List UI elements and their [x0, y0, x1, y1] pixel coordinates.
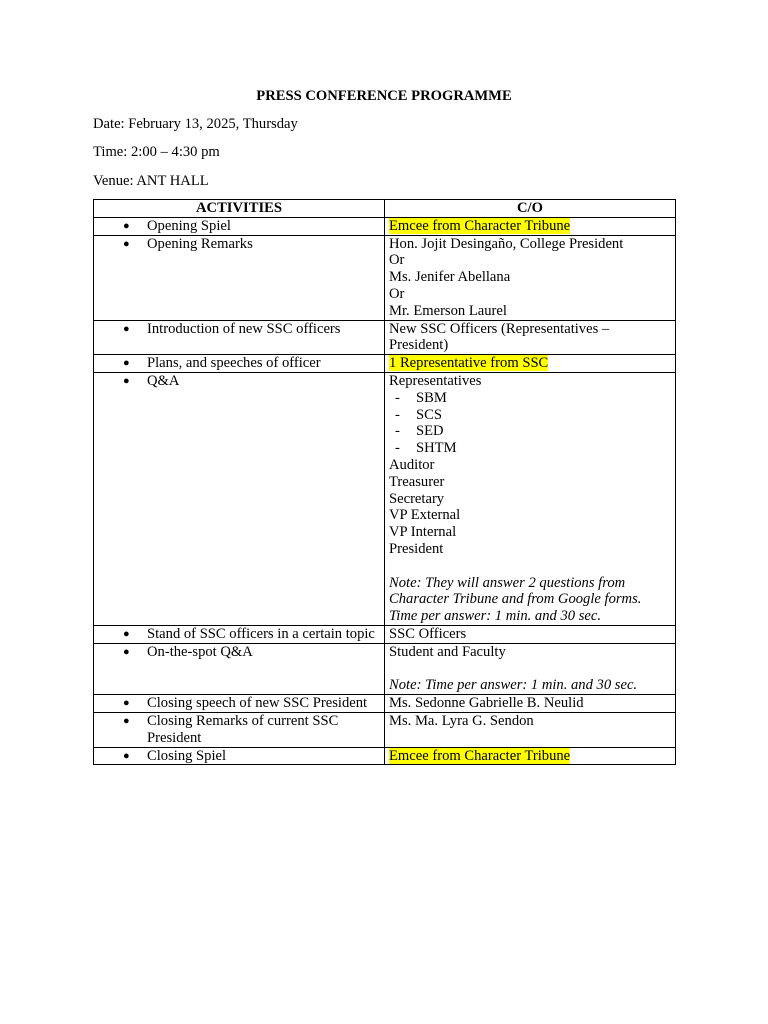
activity-item — [98, 695, 380, 712]
dash-icon: - — [395, 423, 400, 440]
activity-item — [98, 748, 380, 765]
activity-cell — [94, 355, 385, 373]
activity-label: Stand of SSC officers in a certain topic — [147, 625, 375, 642]
co-cell — [385, 625, 676, 643]
venue-line: Venue: ANT HALL — [93, 173, 209, 189]
co-line: New SSC Officers (Representatives – — [389, 320, 610, 337]
co-line: Or — [389, 252, 405, 269]
activity-item — [98, 218, 380, 235]
note-spacer — [389, 558, 671, 575]
activity-cell — [94, 625, 385, 643]
co-line: Secretary — [389, 490, 445, 507]
header-co: C/O — [385, 200, 676, 218]
activity-label: Introduction of new SSC officers — [147, 320, 341, 337]
activity-cell — [94, 320, 385, 355]
table-header-row — [94, 200, 676, 218]
co-cell — [385, 320, 676, 355]
co-sublist-item — [389, 407, 671, 424]
table-row — [94, 372, 676, 625]
co-line: Hon. Jojit Desingaño, College President — [389, 235, 624, 252]
bullet-icon: ● — [123, 697, 130, 710]
activity-item — [98, 644, 380, 661]
table-row — [94, 747, 676, 765]
activity-item — [98, 626, 380, 643]
co-cell — [385, 217, 676, 235]
table-row — [94, 643, 676, 694]
co-note: Note: Time per answer: 1 min. and 30 sec. — [389, 677, 638, 694]
activity-label: Closing Remarks of current SSC President — [147, 712, 339, 746]
table-row — [94, 625, 676, 643]
time-line: Time: 2:00 – 4:30 pm — [93, 144, 220, 160]
activity-item — [98, 355, 380, 372]
co-sublist-label: SHTM — [416, 440, 457, 457]
dash-icon: - — [395, 440, 400, 457]
bullet-icon: ● — [123, 374, 130, 387]
co-cell — [385, 235, 676, 320]
co-line: Or — [389, 285, 405, 302]
co-cell — [385, 372, 676, 625]
co-sublist-label: SBM — [416, 389, 447, 406]
activity-cell — [94, 372, 385, 625]
dash-icon: - — [395, 389, 400, 406]
activity-label: Q&A — [147, 372, 180, 389]
header-activities: ACTIVITIES — [94, 200, 385, 218]
co-line: President — [389, 540, 444, 557]
activity-item — [98, 373, 380, 390]
activity-cell — [94, 695, 385, 713]
table-row — [94, 695, 676, 713]
programme-table — [93, 199, 676, 765]
co-line: Ms. Ma. Lyra G. Sendon — [389, 712, 534, 729]
activity-cell — [94, 747, 385, 765]
activity-item — [98, 236, 380, 253]
activity-item — [98, 713, 380, 747]
co-cell — [385, 643, 676, 694]
co-line: Auditor — [389, 456, 435, 473]
bullet-icon: ● — [123, 322, 130, 335]
co-line: SSC Officers — [389, 625, 467, 642]
dash-icon: - — [395, 406, 400, 423]
co-line: VP Internal — [389, 524, 457, 541]
activity-label: On-the-spot Q&A — [147, 643, 253, 660]
activity-label: Opening Remarks — [147, 235, 253, 252]
activity-label: Closing speech of new SSC President — [147, 695, 368, 712]
activity-label: Opening Spiel — [147, 217, 231, 234]
co-heading: Representatives — [389, 372, 482, 389]
co-sublist-item — [389, 423, 671, 440]
activity-label: Plans, and speeches of officer — [147, 355, 321, 372]
co-cell — [385, 355, 676, 373]
co-line: Ms. Sedonne Gabrielle B. Neulid — [389, 695, 584, 712]
co-cell — [385, 747, 676, 765]
activity-cell — [94, 643, 385, 694]
activity-cell — [94, 235, 385, 320]
document-title: PRESS CONFERENCE PROGRAMME — [256, 88, 512, 104]
co-cell — [385, 712, 676, 747]
table-row — [94, 217, 676, 235]
co-note: Note: They will answer 2 questions from Character Tribune and from Google forms. Time per answer: 1 min. and 30 sec. — [389, 574, 642, 625]
co-cell — [385, 695, 676, 713]
bullet-icon: ● — [123, 645, 130, 658]
co-line: Ms. Jenifer Abellana — [389, 269, 511, 286]
table-row — [94, 235, 676, 320]
bullet-icon: ● — [123, 627, 130, 640]
co-sublist-item — [389, 440, 671, 457]
bullet-icon: ● — [123, 357, 130, 370]
table-row — [94, 712, 676, 747]
co-sublist-label: SED — [416, 423, 444, 440]
activity-cell — [94, 712, 385, 747]
co-line: Mr. Emerson Laurel — [389, 302, 507, 319]
co-line: VP External — [389, 507, 461, 524]
bullet-icon: ● — [123, 714, 130, 727]
highlighted-co: Emcee from Character Tribune — [389, 747, 571, 764]
bullet-icon: ● — [123, 219, 130, 232]
activity-label: Closing Spiel — [147, 747, 227, 764]
note-spacer — [389, 661, 671, 678]
bullet-icon: ● — [123, 749, 130, 762]
co-sublist-item — [389, 390, 671, 407]
highlighted-co: 1 Representative from SSC — [389, 355, 549, 372]
co-line: Student and Faculty — [389, 643, 506, 660]
co-sublist-label: SCS — [416, 406, 442, 423]
co-line: President) — [389, 337, 449, 354]
table-row — [94, 320, 676, 355]
table-body — [94, 217, 676, 765]
highlighted-co: Emcee from Character Tribune — [389, 217, 571, 234]
table-row — [94, 355, 676, 373]
bullet-icon: ● — [123, 237, 130, 250]
activity-cell — [94, 217, 385, 235]
activity-item — [98, 321, 380, 338]
co-line: Treasurer — [389, 473, 445, 490]
date-line: Date: February 13, 2025, Thursday — [93, 116, 298, 132]
